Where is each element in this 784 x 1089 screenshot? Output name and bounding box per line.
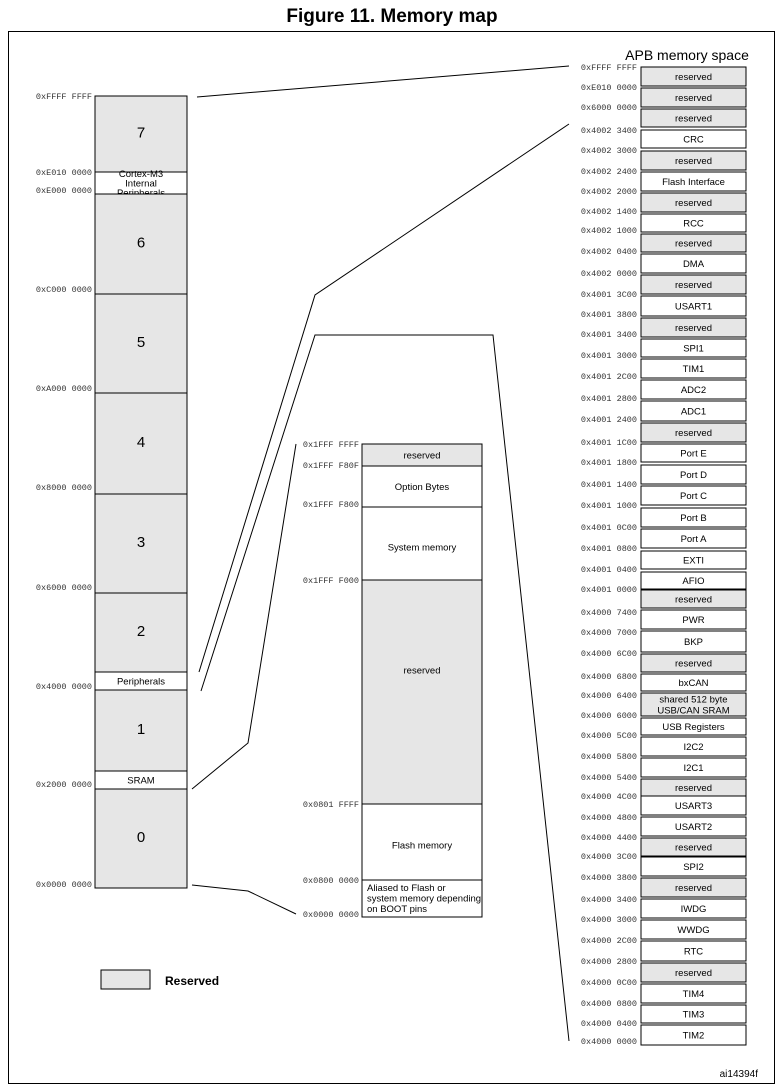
code-region-label: System memory — [387, 542, 457, 554]
apb-block-label: reserved — [675, 198, 712, 209]
apb-block-label: reserved — [675, 842, 712, 854]
apb-address-label: 0x4001 0400 — [580, 565, 637, 575]
code-address-label: 0x1FFF F000 — [302, 576, 359, 586]
left-region-label: 6 — [136, 234, 146, 252]
code-region-label: reserved — [403, 450, 441, 462]
apb-memory-column — [581, 63, 746, 1047]
apb-block-label: RTC — [683, 946, 704, 958]
apb-block-label: TIM1 — [682, 364, 705, 375]
left-region-label: 1 — [136, 721, 146, 738]
left-address-label: 0xE010 0000 — [35, 168, 92, 178]
apb-block-label: Port D — [680, 470, 707, 481]
apb-block-label: I2C1 — [683, 763, 704, 774]
apb-address-label: 0x4000 0400 — [580, 1019, 637, 1029]
apb-block-label: reserved — [675, 113, 712, 125]
apb-address-label: 0x4001 3C00 — [580, 290, 637, 300]
apb-block-label: USART2 — [674, 822, 713, 833]
code-address-label: 0x1FFF FFFF — [302, 440, 359, 450]
apb-address-label: 0xFFFF FFFF — [580, 63, 637, 73]
apb-block-label: ADC1 — [680, 406, 707, 418]
apb-block-label: RCC — [683, 218, 704, 230]
apb-address-label: 0x4000 5400 — [580, 773, 637, 783]
apb-block-label: PWR — [682, 615, 705, 626]
left-address-label: 0x8000 0000 — [35, 483, 92, 493]
code-region-label: Aliased to Flash or system memory depending on BOOT pins — [367, 883, 482, 915]
apb-block-label: TIM2 — [682, 1030, 705, 1042]
connector-line — [197, 66, 569, 97]
apb-address-label: 0x6000 0000 — [580, 103, 637, 113]
code-region-column — [303, 440, 482, 920]
apb-address-label: 0x4000 3800 — [580, 873, 637, 883]
connector-line — [192, 444, 296, 789]
apb-block-label: SPI2 — [683, 862, 704, 873]
apb-address-label: 0x4002 1000 — [580, 226, 637, 236]
apb-address-label: 0x4001 1000 — [580, 501, 637, 511]
left-address-label: 0xFFFF FFFF — [35, 92, 92, 102]
left-region-label: 7 — [136, 124, 146, 142]
apb-address-label: 0x4002 1400 — [580, 207, 637, 217]
apb-address-label: 0x4000 0800 — [580, 999, 637, 1009]
apb-block-label: bxCAN — [678, 678, 709, 689]
apb-address-label: 0x4001 2400 — [580, 415, 637, 425]
apb-address-label: 0x4000 2C00 — [580, 936, 637, 946]
apb-address-label: 0x4000 3400 — [580, 895, 637, 905]
apb-block-label: reserved — [675, 280, 712, 291]
code-region-block — [362, 580, 482, 804]
apb-address-label: 0x4001 1400 — [580, 480, 637, 490]
apb-block-label: DMA — [682, 259, 705, 270]
apb-block-label: SPI1 — [683, 343, 704, 355]
apb-address-label: 0x4000 4C00 — [580, 792, 637, 802]
apb-address-label: 0x4001 1C00 — [580, 438, 637, 448]
apb-block-label: reserved — [675, 323, 712, 334]
apb-address-label: 0x4000 0C00 — [580, 978, 637, 988]
apb-address-label: 0x4000 5C00 — [580, 731, 637, 741]
apb-block-label: WWDG — [677, 925, 710, 936]
full-memory-map-column — [36, 92, 187, 890]
code-region-label: Flash memory — [391, 840, 453, 852]
code-address-label: 0x0801 FFFF — [302, 800, 359, 810]
apb-address-label: 0x4001 0C00 — [580, 523, 637, 533]
apb-address-label: 0x4002 0400 — [580, 247, 637, 257]
left-region-label: Cortex-M3 Internal — [118, 169, 164, 190]
apb-address-label: 0x4002 2000 — [580, 187, 637, 197]
code-region-label: Option Bytes — [394, 482, 450, 493]
legend-swatch — [101, 970, 150, 989]
apb-address-label: 0x4000 4800 — [580, 813, 637, 823]
apb-block-label: reserved — [675, 72, 712, 83]
code-address-label: 0x0000 0000 — [302, 910, 359, 920]
figure-reference: ai14394f — [719, 1069, 758, 1080]
apb-heading: APB memory space — [625, 47, 749, 63]
apb-block-label: reserved — [675, 428, 712, 439]
left-address-label: 0x4000 0000 — [35, 682, 92, 692]
left-region-label: 5 — [136, 334, 146, 351]
apb-address-label: 0x4001 0000 — [580, 585, 637, 595]
apb-address-label: 0x4001 0800 — [580, 544, 637, 554]
apb-address-label: 0x4000 4400 — [580, 833, 637, 843]
apb-block-label: CRC — [683, 134, 704, 146]
left-address-label: 0xC000 0000 — [35, 285, 92, 295]
apb-block-label: reserved — [675, 594, 712, 606]
apb-address-label: 0x4001 3800 — [580, 310, 637, 320]
apb-block-label: reserved — [675, 238, 712, 250]
apb-block-label: USB Registers — [662, 722, 725, 733]
left-region-label: 0 — [136, 829, 146, 846]
apb-address-label: 0x4000 3000 — [580, 915, 637, 925]
apb-address-label: 0x4000 7400 — [580, 608, 637, 618]
apb-address-label: 0xE010 0000 — [580, 83, 637, 93]
apb-address-label: 0x4000 5800 — [580, 752, 637, 762]
left-region-label: 3 — [136, 534, 146, 551]
apb-block-label: Port C — [680, 491, 707, 502]
apb-address-label: 0x4001 2800 — [580, 394, 637, 404]
apb-block-label: Port A — [680, 534, 707, 545]
apb-block-label: BKP — [683, 637, 704, 648]
apb-address-label: 0x4000 6800 — [580, 672, 637, 682]
left-region-label: 2 — [136, 623, 146, 640]
left-address-label: 0x6000 0000 — [35, 583, 92, 593]
apb-block-label: Port B — [680, 513, 707, 524]
apb-block-label: I2C2 — [683, 742, 704, 753]
code-address-label: 0x0800 0000 — [302, 876, 359, 886]
apb-block-label: reserved — [675, 658, 712, 670]
apb-address-label: 0x4001 2C00 — [580, 372, 637, 382]
apb-block-label: reserved — [675, 883, 712, 894]
left-address-label: 0xA000 0000 — [35, 384, 92, 394]
apb-block-label: reserved — [675, 156, 712, 167]
apb-address-label: 0x4000 0000 — [580, 1037, 637, 1047]
apb-address-label: 0x4000 3C00 — [580, 852, 637, 862]
code-address-label: 0x1FFF F80F — [302, 461, 359, 471]
apb-address-label: 0x4002 3400 — [580, 126, 637, 136]
apb-block-label: USART1 — [674, 301, 713, 313]
left-address-label: 0x0000 0000 — [35, 880, 92, 890]
apb-block-label: AFIO — [682, 576, 705, 587]
apb-address-label: 0x4000 6C00 — [580, 649, 637, 659]
apb-address-label: 0x4002 2400 — [580, 167, 637, 177]
apb-block-label: TIM3 — [682, 1009, 705, 1021]
apb-address-label: 0x4000 7000 — [580, 628, 637, 638]
apb-block-label: TIM4 — [682, 989, 705, 1000]
code-region-label: reserved — [403, 665, 441, 677]
left-address-label: 0x2000 0000 — [35, 780, 92, 790]
apb-block-label: EXTI — [682, 555, 705, 567]
apb-block-label: reserved — [675, 93, 712, 104]
apb-address-label: 0x4000 6000 — [580, 711, 637, 721]
apb-address-label: 0x4002 0000 — [580, 269, 637, 279]
apb-address-label: 0x4001 3400 — [580, 330, 637, 340]
apb-block-label: Flash Interface — [662, 177, 725, 188]
apb-block-label: reserved — [675, 968, 712, 979]
connector-line — [192, 885, 296, 914]
left-region-label: SRAM — [127, 775, 155, 787]
apb-address-label: 0x4001 3000 — [580, 351, 637, 361]
left-address-label: 0xE000 0000 — [35, 186, 92, 196]
apb-address-label: 0x4000 6400 — [580, 691, 637, 701]
legend-label: Reserved — [165, 974, 220, 988]
apb-block-label: shared 512 byte USB/CAN SRAM — [657, 694, 730, 717]
figure-title: Figure 11. Memory map — [286, 6, 498, 27]
apb-address-label: 0x4001 1800 — [580, 458, 637, 468]
apb-address-label: 0x4002 3000 — [580, 146, 637, 156]
apb-address-label: 0x4000 2800 — [580, 957, 637, 967]
apb-block-label: IWDG — [680, 904, 707, 915]
apb-block-label: Port E — [680, 448, 707, 460]
code-address-label: 0x1FFF F800 — [302, 500, 359, 510]
left-region-label: 4 — [136, 434, 146, 451]
apb-block-label: reserved — [675, 783, 712, 794]
left-region-label: Peripherals — [116, 676, 166, 688]
apb-block-label: ADC2 — [680, 385, 707, 396]
apb-block-label: USART3 — [674, 801, 713, 812]
